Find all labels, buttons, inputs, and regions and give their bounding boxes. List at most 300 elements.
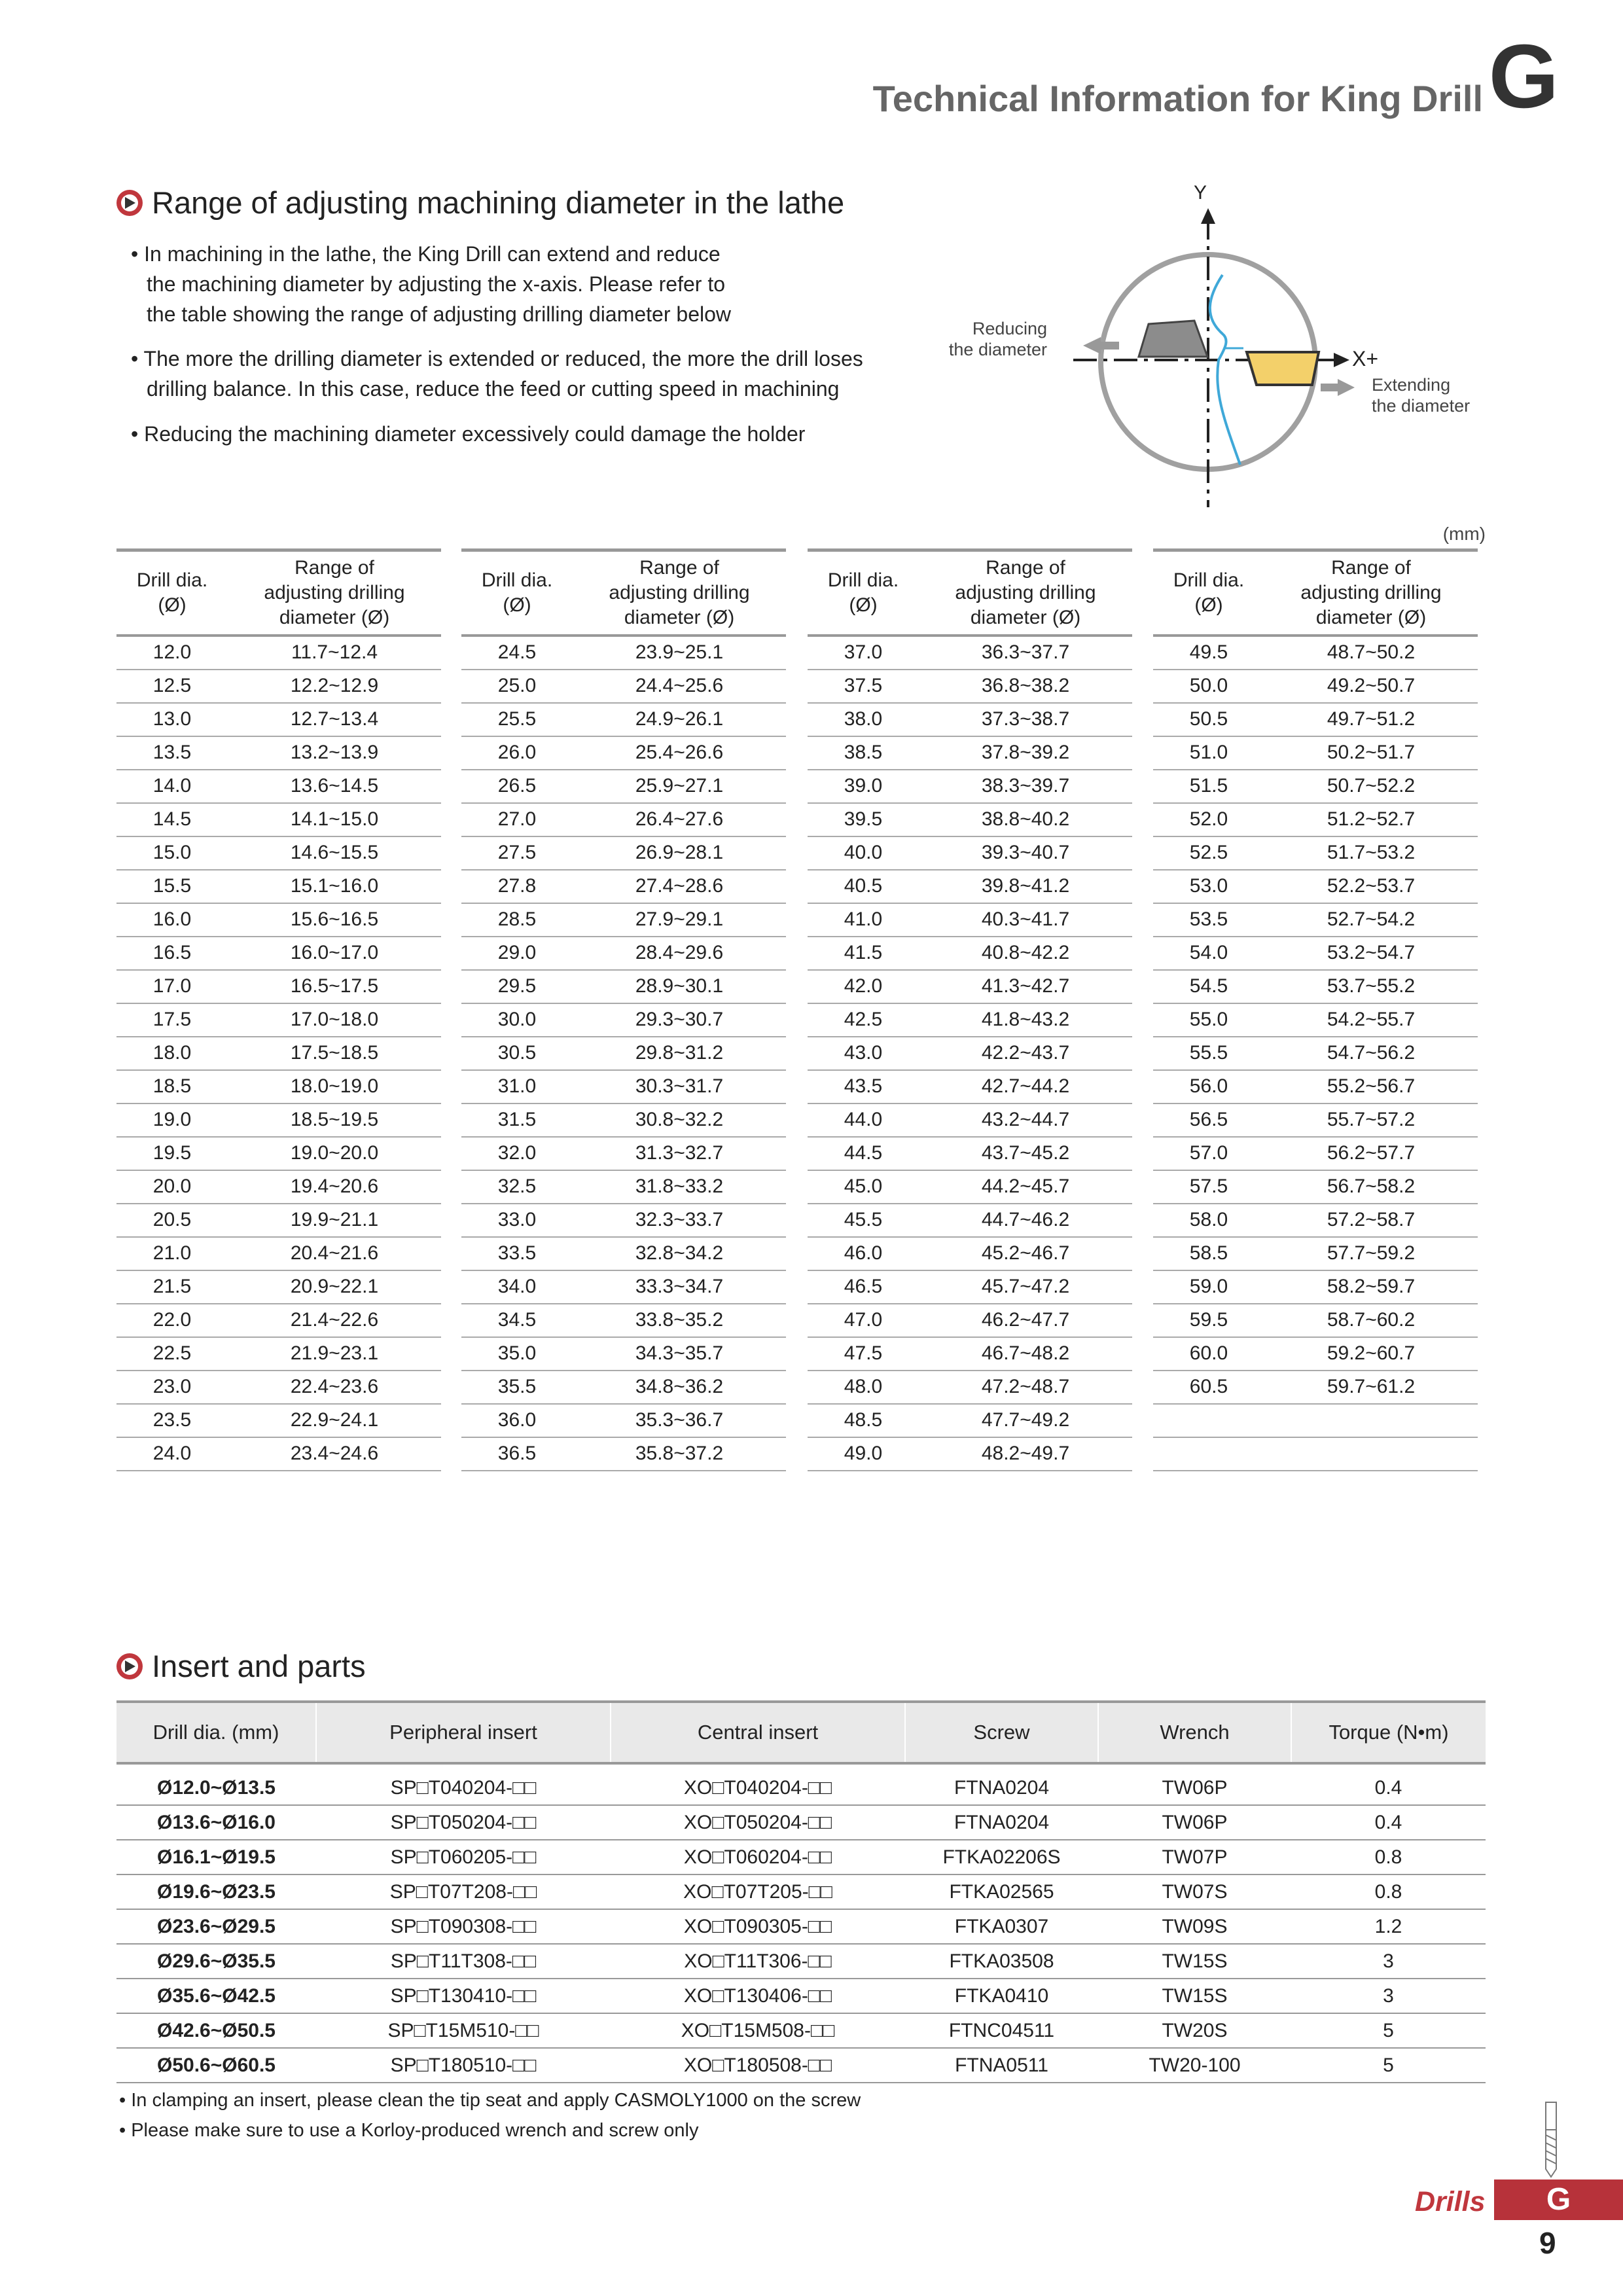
note-text: In clamping an insert, please clean the tip seat and apply CASMOLY1000 on the screw — [131, 2090, 861, 2111]
adjust-range-cell: 58.2~59.7 — [1264, 1270, 1478, 1304]
adjust-range-cell: 28.9~30.1 — [573, 970, 786, 1003]
table-row — [1153, 1337, 1478, 1371]
adjust-range-cell: 19.4~20.6 — [228, 1170, 441, 1204]
drill-dia-cell: 36.5 — [461, 1437, 573, 1471]
table-row — [116, 1037, 441, 1070]
central-insert — [1139, 321, 1207, 357]
adjust-range-cell: 57.7~59.2 — [1264, 1237, 1478, 1270]
drill-dia-cell: Ø35.6~Ø42.5 — [116, 1979, 316, 2013]
adjust-range-cell — [1264, 1404, 1478, 1437]
drill-dia-cell: 32.5 — [461, 1170, 573, 1204]
table-row — [808, 703, 1132, 736]
header-line: adjusting drilling — [609, 581, 750, 603]
adjust-range-cell: 23.4~24.6 — [228, 1437, 441, 1471]
parts-header-row — [116, 1702, 1486, 1763]
extending-label-line: the diameter — [1372, 396, 1471, 416]
adjust-range-cell: 19.0~20.0 — [228, 1137, 441, 1170]
header-line: diameter (Ø) — [624, 606, 735, 628]
table-row — [116, 1979, 1486, 2013]
adjust-range-cell: 44.2~45.7 — [919, 1170, 1132, 1204]
table-row — [461, 1304, 786, 1337]
adjust-range-cell: 29.3~30.7 — [573, 1003, 786, 1037]
header-adjust-range — [1264, 550, 1478, 636]
header-line: Drill dia. — [481, 569, 553, 591]
drill-dia-cell: 41.5 — [808, 937, 919, 970]
table-row — [461, 1404, 786, 1437]
table-row — [461, 1237, 786, 1270]
drill-dia-cell: 35.0 — [461, 1337, 573, 1371]
central-insert-cell: XO□T130406-□□ — [611, 1979, 905, 2013]
parts-notes — [119, 2085, 861, 2145]
table-row — [808, 1304, 1132, 1337]
table-row — [808, 1270, 1132, 1304]
drill-dia-cell: 39.5 — [808, 803, 919, 836]
peripheral-insert-cell: SP□T180510-□□ — [316, 2048, 611, 2083]
range-table-4 — [1153, 548, 1478, 1471]
drill-dia-cell: 24.0 — [116, 1437, 228, 1471]
central-insert-cell: XO□T11T306-□□ — [611, 1944, 905, 1979]
table-row — [116, 636, 441, 670]
drill-dia-cell: 26.0 — [461, 736, 573, 770]
table-row — [1153, 1204, 1478, 1237]
table-row — [808, 736, 1132, 770]
bullet-line: • In machining in the lathe, the King Drill can extend and reduce — [131, 242, 721, 266]
table-row — [808, 1170, 1132, 1204]
wrench-cell: TW07S — [1098, 1874, 1291, 1909]
drill-dia-cell: 52.0 — [1153, 803, 1264, 836]
bullet-item — [131, 419, 805, 449]
cutting-path — [1210, 275, 1240, 465]
table-row — [461, 836, 786, 870]
table-row — [1153, 1437, 1478, 1471]
header-line: Drill dia. — [136, 569, 208, 591]
bullet-item — [131, 344, 863, 404]
table-row — [461, 636, 786, 670]
drill-dia-cell: 46.0 — [808, 1237, 919, 1270]
table-row — [461, 1037, 786, 1070]
torque-cell: 5 — [1291, 2048, 1486, 2083]
header-adjust-range — [919, 550, 1132, 636]
drill-dia-cell: 59.5 — [1153, 1304, 1264, 1337]
adjust-range-cell: 51.7~53.2 — [1264, 836, 1478, 870]
central-insert-cell: XO□T060204-□□ — [611, 1840, 905, 1874]
adjust-range-cell: 45.7~47.2 — [919, 1270, 1132, 1304]
adjust-range-cell: 47.2~48.7 — [919, 1371, 1132, 1404]
table-row — [461, 1003, 786, 1037]
drill-dia-cell: 16.5 — [116, 937, 228, 970]
adjust-range-cell: 35.8~37.2 — [573, 1437, 786, 1471]
peripheral-insert — [1247, 352, 1319, 385]
screw-cell: FTNA0204 — [905, 1805, 1098, 1840]
adjust-range-cell: 33.3~34.7 — [573, 1270, 786, 1304]
adjust-range-cell: 14.6~15.5 — [228, 836, 441, 870]
central-insert-cell: XO□T050204-□□ — [611, 1805, 905, 1840]
table-row — [116, 1070, 441, 1103]
table-row — [808, 903, 1132, 937]
table-row — [1153, 1304, 1478, 1337]
drill-dia-cell: 48.0 — [808, 1371, 919, 1404]
drill-dia-cell: 13.0 — [116, 703, 228, 736]
table-row — [116, 1805, 1486, 1840]
drill-dia-cell: 33.0 — [461, 1204, 573, 1237]
drill-dia-cell: 25.0 — [461, 670, 573, 703]
table-row — [1153, 903, 1478, 937]
drill-dia-cell: 14.5 — [116, 803, 228, 836]
table-row — [461, 870, 786, 903]
adjust-range-cell: 58.7~60.2 — [1264, 1304, 1478, 1337]
adjust-range-cell: 32.3~33.7 — [573, 1204, 786, 1237]
table-row — [116, 1909, 1486, 1944]
footer-chapter-tab: G — [1494, 2179, 1623, 2220]
peripheral-insert-cell: SP□T15M510-□□ — [316, 2013, 611, 2048]
table-row — [116, 803, 441, 836]
wrench-cell: TW20-100 — [1098, 2048, 1291, 2083]
adjust-range-cell: 37.3~38.7 — [919, 703, 1132, 736]
drill-dia-cell: 23.0 — [116, 1371, 228, 1404]
drill-dia-cell: 25.5 — [461, 703, 573, 736]
adjust-range-cell: 50.7~52.2 — [1264, 770, 1478, 803]
adjust-range-cell: 21.9~23.1 — [228, 1337, 441, 1371]
parts-table — [116, 1700, 1486, 2083]
drill-dia-cell: 26.5 — [461, 770, 573, 803]
drill-dia-cell: 34.0 — [461, 1270, 573, 1304]
table-row — [808, 1037, 1132, 1070]
header-central-insert: Central insert — [611, 1702, 905, 1763]
adjust-range-cell: 57.2~58.7 — [1264, 1204, 1478, 1237]
adjust-range-cell: 46.7~48.2 — [919, 1337, 1132, 1371]
table-row — [116, 1270, 441, 1304]
y-axis-label: Y — [1194, 182, 1207, 204]
drill-dia-cell: 32.0 — [461, 1137, 573, 1170]
table-row — [1153, 636, 1478, 670]
drill-dia-cell: 58.5 — [1153, 1237, 1264, 1270]
table-row — [1153, 1237, 1478, 1270]
table-row — [1153, 736, 1478, 770]
header-line: (Ø) — [1194, 594, 1223, 616]
header-drill-dia — [808, 550, 919, 636]
adjust-range-cell: 18.5~19.5 — [228, 1103, 441, 1137]
drill-dia-cell: 44.0 — [808, 1103, 919, 1137]
bullet-text: The more the drilling diameter is extended or reduced, the more the drill loses — [143, 347, 863, 370]
drill-dia-cell: 53.0 — [1153, 870, 1264, 903]
drill-dia-cell: 29.5 — [461, 970, 573, 1003]
header-drill-dia — [1153, 550, 1264, 636]
adjust-range-cell: 38.3~39.7 — [919, 770, 1132, 803]
table-row — [808, 803, 1132, 836]
drill-dia-cell: 27.8 — [461, 870, 573, 903]
adjust-range-cell: 33.8~35.2 — [573, 1304, 786, 1337]
header-line: Drill dia. — [1173, 569, 1245, 591]
table-row — [1153, 803, 1478, 836]
drill-dia-cell: 43.0 — [808, 1037, 919, 1070]
adjust-range-cell: 11.7~12.4 — [228, 636, 441, 670]
adjust-range-cell: 20.9~22.1 — [228, 1270, 441, 1304]
table-row — [1153, 1371, 1478, 1404]
x-arrow-icon — [1334, 353, 1349, 367]
section-title: Insert and parts — [152, 1649, 366, 1683]
adjust-range-cell: 26.9~28.1 — [573, 836, 786, 870]
table-row — [116, 736, 441, 770]
header-line: adjusting drilling — [955, 581, 1096, 603]
drill-dia-cell: 42.5 — [808, 1003, 919, 1037]
drill-dia-cell: 51.0 — [1153, 736, 1264, 770]
range-header-row — [808, 550, 1132, 636]
drill-dia-cell: 27.5 — [461, 836, 573, 870]
drill-dia-cell: 59.0 — [1153, 1270, 1264, 1304]
note-text: Please make sure to use a Korloy-produced wrench and screw only — [131, 2120, 699, 2141]
drill-dia-cell: 44.5 — [808, 1137, 919, 1170]
adjust-range-cell: 41.3~42.7 — [919, 970, 1132, 1003]
header-line: Range of — [1331, 556, 1411, 579]
drill-dia-cell: 37.0 — [808, 636, 919, 670]
table-row — [1153, 1003, 1478, 1037]
central-insert-cell: XO□T040204-□□ — [611, 1763, 905, 1805]
bullet-line: drilling balance. In this case, reduce the feed or cutting speed in machining — [147, 377, 840, 401]
header-line: Drill dia. — [827, 569, 899, 591]
drill-dia-cell: 27.0 — [461, 803, 573, 836]
drill-dia-cell: 20.5 — [116, 1204, 228, 1237]
adjust-range-cell: 34.3~35.7 — [573, 1337, 786, 1371]
table-row — [116, 2013, 1486, 2048]
peripheral-insert-cell: SP□T040204-□□ — [316, 1763, 611, 1805]
table-row — [116, 1404, 441, 1437]
header-peripheral-insert: Peripheral insert — [316, 1702, 611, 1763]
drill-dia-cell: 50.0 — [1153, 670, 1264, 703]
drill-dia-cell: 47.0 — [808, 1304, 919, 1337]
adjust-range-cell: 32.8~34.2 — [573, 1237, 786, 1270]
table-row — [808, 836, 1132, 870]
table-row — [116, 1437, 441, 1471]
drill-dia-cell: Ø16.1~Ø19.5 — [116, 1840, 316, 1874]
table-row — [116, 670, 441, 703]
adjust-range-cell: 55.2~56.7 — [1264, 1070, 1478, 1103]
table-row — [808, 670, 1132, 703]
table-row — [1153, 937, 1478, 970]
wrench-cell: TW09S — [1098, 1909, 1291, 1944]
table-row — [1153, 1170, 1478, 1204]
wrench-cell: TW06P — [1098, 1805, 1291, 1840]
header-line: (Ø) — [503, 594, 531, 616]
adjust-range-cell: 56.2~57.7 — [1264, 1137, 1478, 1170]
table-row — [808, 1070, 1132, 1103]
table-row — [1153, 870, 1478, 903]
drill-dia-cell: 54.5 — [1153, 970, 1264, 1003]
table-row — [116, 703, 441, 736]
drill-dia-cell: 15.0 — [116, 836, 228, 870]
adjust-range-cell: 30.3~31.7 — [573, 1070, 786, 1103]
adjust-range-cell: 24.9~26.1 — [573, 703, 786, 736]
reducing-label-line: Reducing — [972, 319, 1047, 338]
drill-dia-cell: 12.0 — [116, 636, 228, 670]
torque-cell: 3 — [1291, 1979, 1486, 2013]
adjust-range-cell: 22.4~23.6 — [228, 1371, 441, 1404]
drill-dia-cell: 19.0 — [116, 1103, 228, 1137]
drill-dia-cell: 49.5 — [1153, 636, 1264, 670]
adjust-range-cell: 54.2~55.7 — [1264, 1003, 1478, 1037]
adjust-range-cell: 50.2~51.7 — [1264, 736, 1478, 770]
table-row — [1153, 836, 1478, 870]
table-row — [461, 1337, 786, 1371]
drill-dia-cell: 41.0 — [808, 903, 919, 937]
screw-cell: FTNA0204 — [905, 1763, 1098, 1805]
drill-dia-cell — [1153, 1437, 1264, 1471]
drill-dia-cell: 19.5 — [116, 1137, 228, 1170]
drill-dia-cell: 43.5 — [808, 1070, 919, 1103]
table-row — [461, 803, 786, 836]
adjust-range-cell: 48.7~50.2 — [1264, 636, 1478, 670]
drill-dia-cell: 42.0 — [808, 970, 919, 1003]
table-row — [461, 703, 786, 736]
header-drill-dia — [116, 550, 228, 636]
table-row — [461, 1371, 786, 1404]
header-screw: Screw — [905, 1702, 1098, 1763]
adjust-range-cell — [1264, 1437, 1478, 1471]
table-row — [116, 1874, 1486, 1909]
adjust-range-cell: 13.6~14.5 — [228, 770, 441, 803]
torque-cell: 1.2 — [1291, 1909, 1486, 1944]
table-row — [1153, 1137, 1478, 1170]
adjust-range-cell: 24.4~25.6 — [573, 670, 786, 703]
adjust-range-cell: 17.0~18.0 — [228, 1003, 441, 1037]
wrench-cell: TW20S — [1098, 2013, 1291, 2048]
adjust-range-cell: 38.8~40.2 — [919, 803, 1132, 836]
adjust-range-cell: 13.2~13.9 — [228, 736, 441, 770]
header-line: diameter (Ø) — [1315, 606, 1427, 628]
central-insert-cell: XO□T180508-□□ — [611, 2048, 905, 2083]
adjust-range-cell: 34.8~36.2 — [573, 1371, 786, 1404]
drill-dia-cell: 58.0 — [1153, 1204, 1264, 1237]
reducing-arrow-icon — [1083, 337, 1101, 354]
header-line: Range of — [986, 556, 1065, 579]
range-table-2 — [461, 548, 786, 1471]
table-row — [116, 1944, 1486, 1979]
bullet-line: the machining diameter by adjusting the x-axis. Please refer to — [147, 272, 726, 296]
table-row — [116, 836, 441, 870]
table-row — [1153, 1070, 1478, 1103]
table-row — [461, 670, 786, 703]
bullet-text: In machining in the lathe, the King Drill can extend and reduce — [144, 242, 721, 266]
drill-dia-cell: 45.5 — [808, 1204, 919, 1237]
adjust-range-cell: 16.0~17.0 — [228, 937, 441, 970]
adjust-range-cell: 26.4~27.6 — [573, 803, 786, 836]
torque-cell: 0.8 — [1291, 1874, 1486, 1909]
drill-dia-cell: 39.0 — [808, 770, 919, 803]
drill-dia-cell: 15.5 — [116, 870, 228, 903]
section-range-heading — [116, 185, 844, 221]
adjust-range-cell: 20.4~21.6 — [228, 1237, 441, 1270]
drill-dia-cell: Ø42.6~Ø50.5 — [116, 2013, 316, 2048]
drill-dia-cell: 17.5 — [116, 1003, 228, 1037]
drill-dia-cell: 50.5 — [1153, 703, 1264, 736]
drill-dia-cell: 49.0 — [808, 1437, 919, 1471]
adjust-range-cell: 59.7~61.2 — [1264, 1371, 1478, 1404]
adjust-range-cell: 31.8~33.2 — [573, 1170, 786, 1204]
adjust-range-cell: 52.2~53.7 — [1264, 870, 1478, 903]
adjust-range-cell: 25.9~27.1 — [573, 770, 786, 803]
reducing-label-line: the diameter — [948, 340, 1047, 359]
adjust-range-cell: 27.4~28.6 — [573, 870, 786, 903]
table-row — [461, 937, 786, 970]
adjust-range-cell: 48.2~49.7 — [919, 1437, 1132, 1471]
adjust-range-cell: 52.7~54.2 — [1264, 903, 1478, 937]
drill-dia-cell: 16.0 — [116, 903, 228, 937]
drill-dia-cell: Ø13.6~Ø16.0 — [116, 1805, 316, 1840]
drill-dia-cell — [1153, 1404, 1264, 1437]
adjust-range-cell: 45.2~46.7 — [919, 1237, 1132, 1270]
adjust-range-cell: 31.3~32.7 — [573, 1137, 786, 1170]
screw-cell: FTKA03508 — [905, 1944, 1098, 1979]
note-line: • Please make sure to use a Korloy-produced wrench and screw only — [119, 2120, 699, 2141]
table-row — [808, 870, 1132, 903]
adjust-range-cell: 18.0~19.0 — [228, 1070, 441, 1103]
table-row — [808, 1437, 1132, 1471]
arrow-circle-icon — [116, 190, 143, 216]
table-row — [808, 1003, 1132, 1037]
drill-dia-cell: 40.0 — [808, 836, 919, 870]
header-adjust-range — [228, 550, 441, 636]
screw-cell: FTNA0511 — [905, 2048, 1098, 2083]
table-row — [808, 970, 1132, 1003]
adjust-range-cell: 51.2~52.7 — [1264, 803, 1478, 836]
extending-label-line: Extending — [1372, 375, 1451, 395]
table-row — [116, 1304, 441, 1337]
drill-dia-cell: 37.5 — [808, 670, 919, 703]
range-table-3 — [808, 548, 1132, 1471]
x-axis-label: X+ — [1352, 347, 1379, 370]
adjust-range-cell: 41.8~43.2 — [919, 1003, 1132, 1037]
extending-label — [1372, 374, 1470, 416]
header-line: (Ø) — [158, 594, 187, 616]
table-row — [461, 1137, 786, 1170]
header-line: diameter (Ø) — [279, 606, 390, 628]
drill-dia-cell: 24.5 — [461, 636, 573, 670]
table-row — [1153, 1270, 1478, 1304]
adjust-range-cell: 54.7~56.2 — [1264, 1037, 1478, 1070]
range-header-row — [116, 550, 441, 636]
header-line: Range of — [639, 556, 719, 579]
adjust-range-cell: 43.2~44.7 — [919, 1103, 1132, 1137]
adjust-range-cell: 22.9~24.1 — [228, 1404, 441, 1437]
reducing-arrow-shaft — [1101, 342, 1119, 350]
drill-dia-cell: 35.5 — [461, 1371, 573, 1404]
drill-dia-cell: 20.0 — [116, 1170, 228, 1204]
header-line: Range of — [294, 556, 374, 579]
drill-dia-cell: 60.5 — [1153, 1371, 1264, 1404]
screw-cell: FTKA02565 — [905, 1874, 1098, 1909]
adjust-range-cell: 19.9~21.1 — [228, 1204, 441, 1237]
bullet-line: the table showing the range of adjusting drilling diameter below — [147, 302, 731, 326]
table-row — [461, 970, 786, 1003]
drill-dia-cell: 18.5 — [116, 1070, 228, 1103]
table-row — [1153, 670, 1478, 703]
page-header-title: Technical Information for King Drill — [872, 78, 1483, 119]
extending-arrow-icon — [1338, 379, 1355, 396]
header-wrench: Wrench — [1098, 1702, 1291, 1763]
table-row — [1153, 1103, 1478, 1137]
arrow-circle-icon — [116, 1653, 143, 1679]
adjust-range-cell: 37.8~39.2 — [919, 736, 1132, 770]
drill-dia-cell: 18.0 — [116, 1037, 228, 1070]
torque-cell: 0.4 — [1291, 1763, 1486, 1805]
wrench-cell: TW06P — [1098, 1763, 1291, 1805]
unit-label: (mm) — [1442, 524, 1486, 544]
page-number: 9 — [1539, 2226, 1556, 2260]
table-row — [116, 1170, 441, 1204]
table-row — [116, 1840, 1486, 1874]
drill-dia-cell: Ø23.6~Ø29.5 — [116, 1909, 316, 1944]
adjust-range-cell: 59.2~60.7 — [1264, 1337, 1478, 1371]
table-row — [808, 1137, 1132, 1170]
